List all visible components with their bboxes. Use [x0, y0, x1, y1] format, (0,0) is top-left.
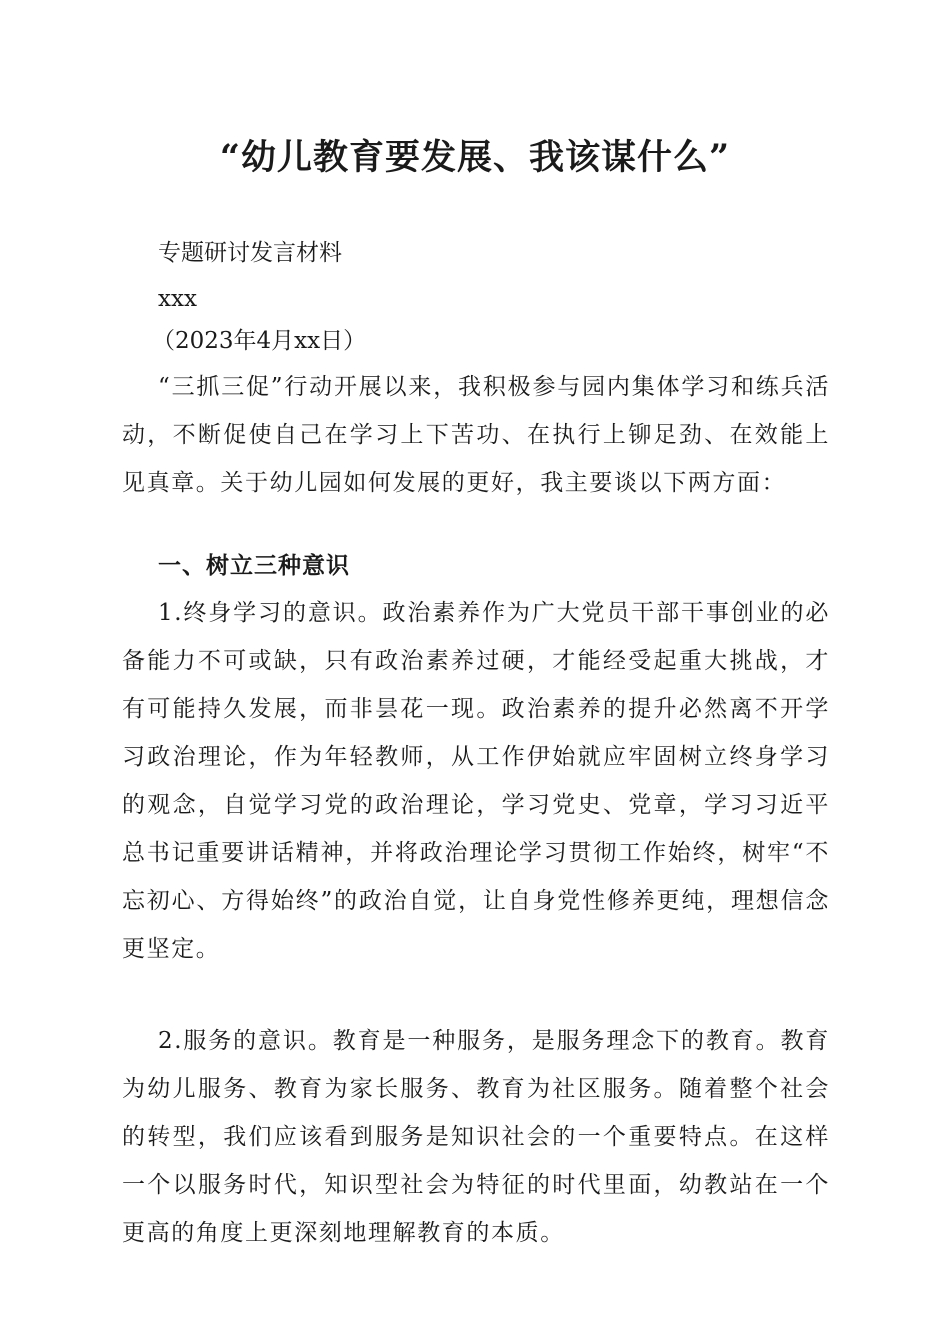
section-heading: 一、树立三种意识 — [158, 552, 350, 579]
author-name: xxx — [158, 286, 197, 312]
point-1-paragraph: 1.终身学习的意识。政治素养作为广大党员干部干事创业的必备能力不可或缺，只有政治素养过硬，才能经受起重大挑战，才有可能持久发展，而非昙花一现。政治素养的提升必然离不开学习政治理论，作为年轻教师，从工作伊始就应牢固树立终身学习的观念，自觉学习党的政治理论，学习党史、党章，学习习近平总书记重要讲话精神，并将政治理论学习贯彻工作始终，树牢“不忘初心、方得始终”的政治自觉，让自身党性修养更纯，理想信念更坚定。 — [122, 600, 830, 962]
point-2-paragraph: 2.服务的意识。教育是一种服务，是服务理念下的教育。教育为幼儿服务、教育为家长服务、教育为社区服务。随着整个社会的转型，我们应该看到服务是知识社会的一个重要特点。在这样一个以服务时代，知识型社会为特征的时代里面，幼教站在一个更高的角度上更深刻地理解教育的本质。 — [122, 1028, 830, 1246]
document-date: （2023年4月xx日） — [152, 328, 367, 354]
document-title: “幼儿教育要发展、我该谋什么” — [219, 137, 731, 178]
document-subtitle: 专题研讨发言材料 — [158, 240, 342, 266]
intro-paragraph: “三抓三促”行动开展以来，我积极参与园内集体学习和练兵活动，不断促使自己在学习上下苦功、在执行上铆足劲、在效能上见真章。关于幼儿园如何发展的更好，我主要谈以下两方面： — [122, 374, 830, 496]
